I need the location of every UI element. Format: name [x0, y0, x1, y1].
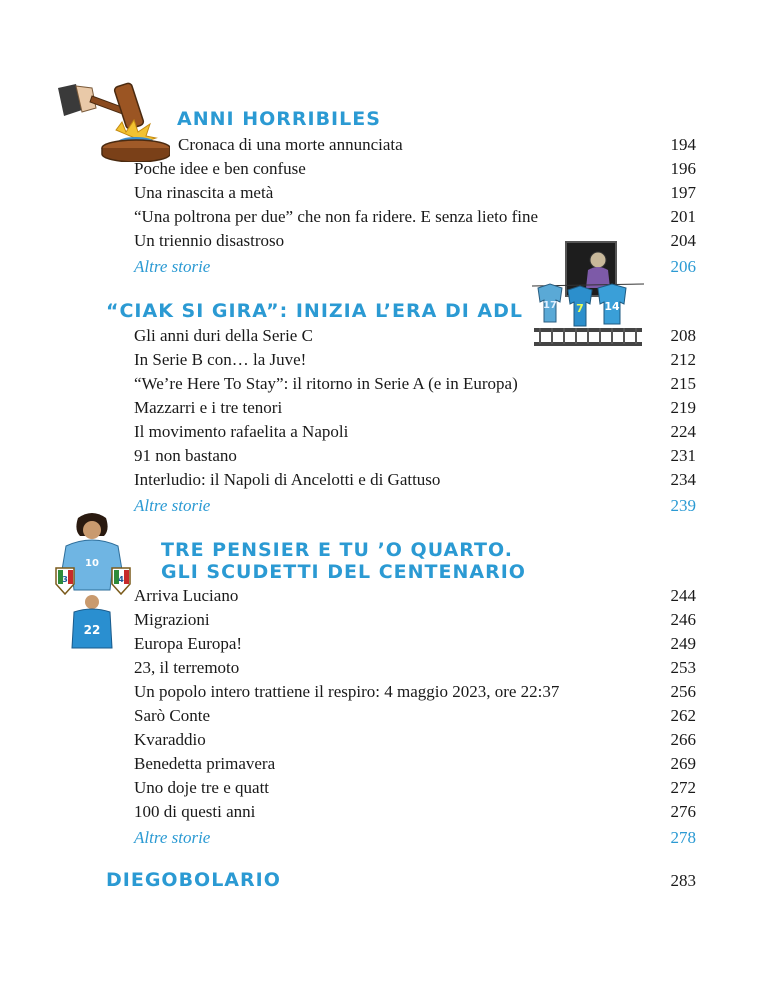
svg-text:10: 10 — [85, 558, 99, 569]
svg-text:14: 14 — [604, 300, 620, 313]
toc-entry[interactable]: Migrazioni 246 — [134, 610, 696, 629]
toc-entry[interactable]: Mazzarri e i tre tenori 219 — [134, 398, 696, 417]
section-title-tre-pensier: TRE PENSIER E TU ’O QUARTO. — [161, 539, 513, 561]
scudetto-shield-icon — [112, 568, 130, 594]
scudetto-shield-icon — [56, 568, 74, 594]
section-page-number: 283 — [670, 871, 696, 890]
toc-entry[interactable]: Europa Europa! 249 — [134, 634, 696, 653]
toc-entry-altre-storie[interactable]: Altre storie 278 — [134, 828, 696, 847]
toc-entry[interactable]: Benedetta primavera 269 — [134, 754, 696, 773]
toc-entry[interactable]: 100 di questi anni 276 — [134, 802, 696, 821]
jersey-icon — [598, 284, 626, 324]
toc-entry[interactable]: In Serie B con… la Juve! 212 — [134, 350, 696, 369]
toc-entry[interactable]: “We’re Here To Stay”: il ritorno in Serie A (e in Europa) 215 — [134, 374, 696, 393]
toc-entry-altre-storie[interactable]: Altre storie 239 — [134, 496, 696, 515]
svg-text:17: 17 — [543, 300, 557, 311]
toc-entry[interactable]: Gli anni duri della Serie C 208 — [134, 326, 696, 345]
section-title-anni-horribiles: ANNI HORRIBILES — [177, 108, 381, 130]
toc-entry[interactable]: Un triennio disastroso 204 — [134, 231, 696, 250]
gavel-icon — [58, 80, 170, 162]
svg-text:22: 22 — [83, 623, 101, 637]
toc-entry[interactable]: Uno doje tre e quatt 272 — [134, 778, 696, 797]
section-subtitle-scudetti: GLI SCUDETTI DEL CENTENARIO — [161, 561, 526, 583]
svg-text:4: 4 — [118, 575, 124, 584]
jersey-icon — [568, 286, 592, 326]
players-scudetti-icon — [52, 510, 136, 650]
svg-text:3: 3 — [62, 575, 68, 584]
toc-entry[interactable]: Un popolo intero trattiene il respiro: 4 maggio 2023, ore 22:37 256 — [134, 682, 696, 701]
toc-entry[interactable]: Il movimento rafaelita a Napoli 224 — [134, 422, 696, 441]
section-title-diegobolario[interactable]: DIEGOBOLARIO — [106, 869, 281, 891]
toc-entry[interactable]: Kvaraddio 266 — [134, 730, 696, 749]
toc-entry[interactable]: Sarò Conte 262 — [134, 706, 696, 725]
toc-entry[interactable]: Cronaca di una morte annunciata 194 — [178, 135, 696, 154]
jersey-icon — [538, 284, 562, 322]
toc-entry-altre-storie[interactable]: Altre storie 206 — [134, 257, 696, 276]
toc-entry[interactable]: Arriva Luciano 244 — [134, 586, 696, 605]
toc-entry[interactable]: “Una poltrona per due” che non fa ridere. E senza lieto fine 201 — [134, 207, 696, 226]
toc-entry[interactable]: Poche idee e ben confuse 196 — [134, 159, 696, 178]
svg-text:7: 7 — [576, 302, 584, 315]
toc-entry[interactable]: 23, il terremoto 253 — [134, 658, 696, 677]
section-title-ciak-si-gira: “CIAK SI GIRA”: INIZIA L’ERA DI ADL — [106, 300, 523, 322]
toc-entry[interactable]: Una rinascita a metà 197 — [134, 183, 696, 202]
toc-entry[interactable]: 91 non bastano 231 — [134, 446, 696, 465]
toc-entry[interactable]: Interludio: il Napoli di Ancelotti e di Gattuso 234 — [134, 470, 696, 489]
